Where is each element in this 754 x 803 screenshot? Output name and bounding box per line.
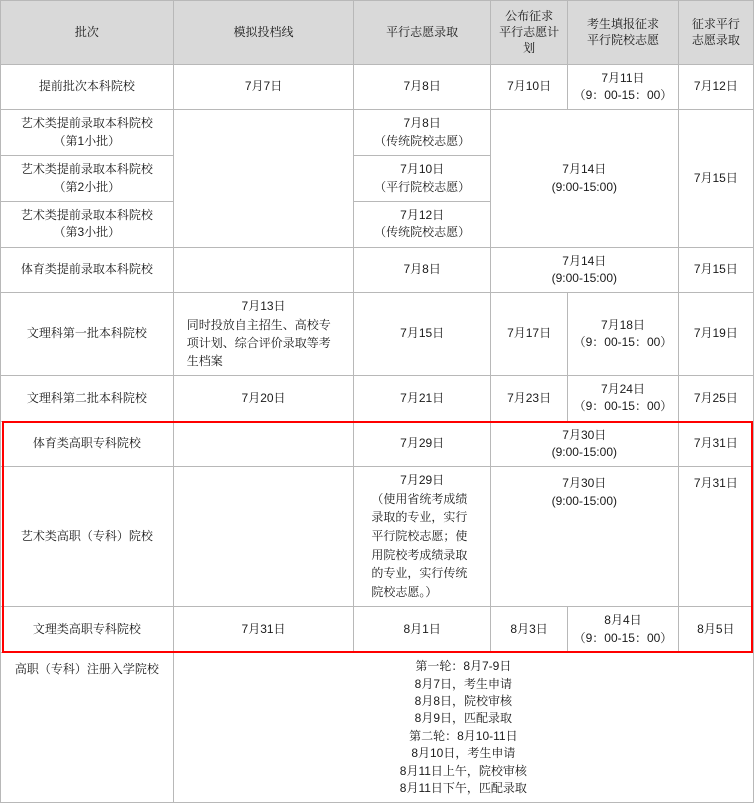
- cell-parallel: 7月10日 （平行院校志愿）: [354, 156, 491, 202]
- cell-batch: 艺术类高职（专科）院校: [1, 467, 174, 607]
- cell-parallel: 7月8日: [354, 247, 491, 293]
- table-row: [1, 64, 754, 110]
- cell-final: 7月12日: [678, 64, 753, 110]
- cell-batch: 高职（专科）注册入学院校: [1, 653, 174, 803]
- cell-publish: 7月17日: [490, 293, 567, 375]
- cell-final: 7月25日: [678, 375, 753, 421]
- header-row: [1, 1, 754, 65]
- header-mock-line: 模拟投档线: [173, 1, 354, 65]
- cell-final: 7月15日: [678, 247, 753, 293]
- header-final-admission: 征求平行 志愿录取: [678, 1, 753, 65]
- cell-mock: 7月20日: [173, 375, 354, 421]
- cell-mock: 7月31日: [173, 607, 354, 653]
- cell-fill: 7月24日 （9：00-15：00）: [568, 375, 678, 421]
- cell-batch: 文理科第一批本科院校: [1, 293, 174, 375]
- cell-mock: 7月7日: [173, 64, 354, 110]
- cell-batch: 提前批次本科院校: [1, 64, 174, 110]
- cell-fill: 7月11日 （9：00-15：00）: [568, 64, 678, 110]
- cell-batch: 文理类高职专科院校: [1, 607, 174, 653]
- table-row: [1, 293, 754, 375]
- cell-final: 7月15日: [678, 110, 753, 247]
- cell-batch: 文理科第二批本科院校: [1, 375, 174, 421]
- cell-publish: 8月3日: [490, 607, 567, 653]
- cell-batch: 艺术类提前录取本科院校 （第3小批）: [1, 201, 174, 247]
- cell-parallel: 8月1日: [354, 607, 491, 653]
- table-row: [1, 653, 754, 803]
- table-body: [1, 64, 754, 803]
- table-row-highlighted: [1, 467, 754, 607]
- cell-merged-fill: 7月14日 (9:00-15:00): [490, 110, 678, 247]
- reg-line: 8月10日，考生申请: [411, 746, 516, 761]
- cell-parallel: 7月21日: [354, 375, 491, 421]
- cell-batch: 艺术类提前录取本科院校 （第1小批）: [1, 110, 174, 156]
- cell-merged-fill: 7月30日 (9:00-15:00): [490, 421, 678, 467]
- reg-line: 8月11日上午，院校审核: [399, 763, 527, 778]
- reg-line: 8月7日，考生申请: [414, 676, 513, 691]
- table-row-highlighted: [1, 607, 754, 653]
- table-row: [1, 110, 754, 156]
- header-batch: 批次: [1, 1, 174, 65]
- table-row-highlighted: [1, 421, 754, 467]
- reg-line: 8月9日，匹配录取: [414, 711, 513, 726]
- cell-mock: [173, 421, 354, 467]
- cell-fill: 7月18日 （9：00-15：00）: [568, 293, 678, 375]
- cell-final: 7月31日: [678, 467, 753, 607]
- reg-line: 第二轮：8月10-11日: [409, 728, 518, 743]
- reg-line: 8月11日下午，匹配录取: [399, 780, 527, 795]
- cell-parallel: 7月15日: [354, 293, 491, 375]
- header-publish-plan: 公布征求 平行志愿计划: [490, 1, 567, 65]
- header-parallel-admission: 平行志愿录取: [354, 1, 491, 65]
- table-row: [1, 247, 754, 293]
- cell-parallel: 7月29日: [354, 421, 491, 467]
- reg-line: 第一轮：8月7-9日: [415, 659, 512, 674]
- header-fill-volunteer: 考生填报征求 平行院校志愿: [568, 1, 678, 65]
- cell-parallel: 7月29日 （使用省统考成绩录取的专业，实行平行院校志愿；使用院校考成绩录取的专业，实行传统院校志愿。）: [354, 467, 491, 607]
- cell-publish: 7月10日: [490, 64, 567, 110]
- cell-final: 7月31日: [678, 421, 753, 467]
- cell-final: 8月5日: [678, 607, 753, 653]
- cell-final: 7月19日: [678, 293, 753, 375]
- table-row: [1, 375, 754, 421]
- cell-batch: 体育类提前录取本科院校: [1, 247, 174, 293]
- cell-mock: [173, 467, 354, 607]
- cell-fill: 8月4日 （9：00-15：00）: [568, 607, 678, 653]
- cell-parallel: 7月8日 （传统院校志愿）: [354, 110, 491, 156]
- reg-line: 8月8日，院校审核: [414, 693, 513, 708]
- cell-mock: 7月13日 同时投放自主招生、高校专项计划、综合评价录取等考生档案: [173, 293, 354, 375]
- cell-merged-fill: 7月30日 (9:00-15:00): [490, 467, 678, 607]
- cell-registration-schedule: [173, 653, 753, 803]
- cell-batch: 艺术类提前录取本科院校 （第2小批）: [1, 156, 174, 202]
- table-header: [1, 1, 754, 65]
- cell-mock: [173, 110, 354, 247]
- cell-mock: [173, 247, 354, 293]
- cell-batch: 体育类高职专科院校: [1, 421, 174, 467]
- cell-parallel: 7月12日 （传统院校志愿）: [354, 201, 491, 247]
- cell-publish: 7月23日: [490, 375, 567, 421]
- cell-parallel: 7月8日: [354, 64, 491, 110]
- cell-merged-fill: 7月14日 (9:00-15:00): [490, 247, 678, 293]
